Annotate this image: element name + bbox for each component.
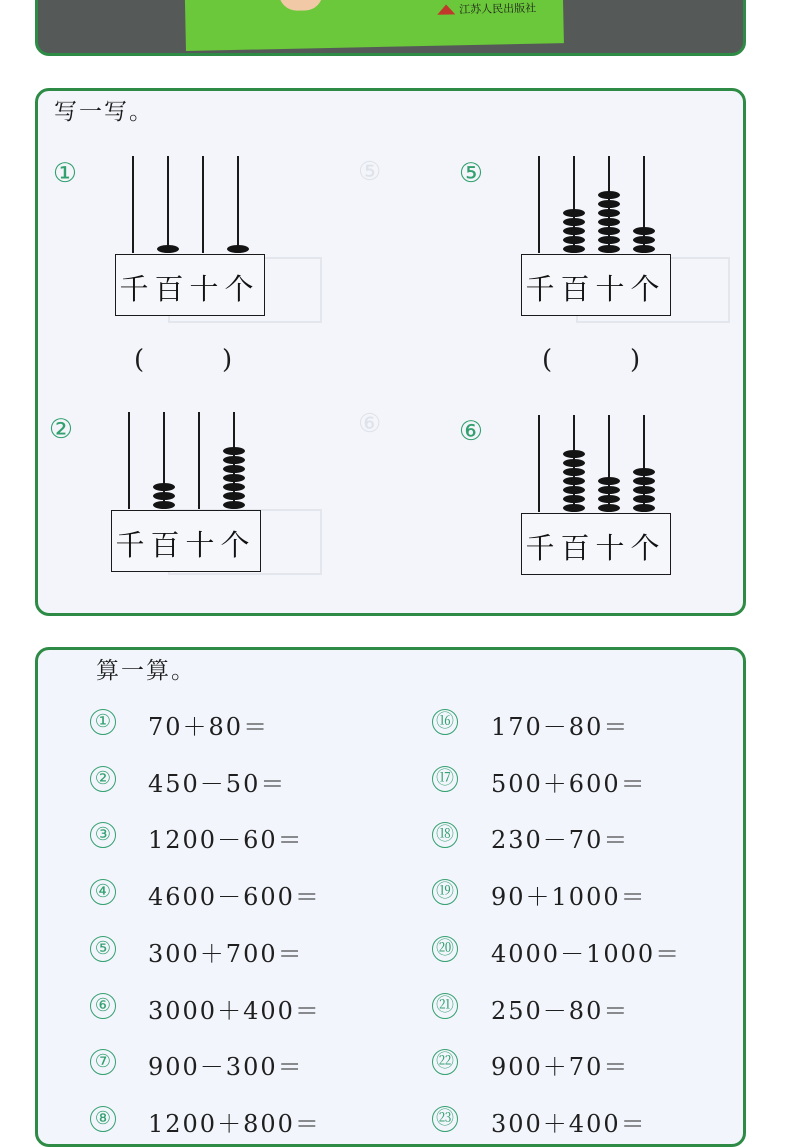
abacus-bead <box>633 495 655 503</box>
answer-paren-open: ( <box>134 345 145 375</box>
place-label: 百 <box>154 272 184 306</box>
abacus-bead <box>633 227 655 235</box>
place-label: 十 <box>595 272 625 306</box>
item-number: ⑯ <box>432 709 458 735</box>
abacus-bead <box>223 492 245 500</box>
abacus-bead <box>563 459 585 467</box>
cover-photo-strip <box>35 0 746 56</box>
place-label: 十 <box>185 528 215 562</box>
item-number: ㉒ <box>432 1049 458 1075</box>
abacus-bead <box>633 236 655 244</box>
place-label: 千 <box>525 531 555 565</box>
abacus-bead <box>563 245 585 253</box>
item-number: ⑧ <box>90 1106 116 1132</box>
problem-number: ⑤ <box>458 158 484 189</box>
item-number: ⑰ <box>432 766 458 792</box>
bead-stack <box>157 244 179 253</box>
abacus-bead <box>598 209 620 217</box>
abacus-bead <box>223 465 245 473</box>
show-through: ⑥ <box>358 409 382 439</box>
bead-stack <box>563 449 585 512</box>
arithmetic-expression: 900＋70＝ <box>491 1053 630 1082</box>
abacus-diagram <box>521 415 673 575</box>
place-value-frame <box>111 510 261 572</box>
abacus-bead <box>563 477 585 485</box>
item-number: ⑱ <box>432 822 458 848</box>
place-label: 千 <box>119 272 149 306</box>
abacus-bead <box>563 218 585 226</box>
abacus-rod <box>132 156 134 253</box>
arithmetic-expression: 230－70＝ <box>491 826 630 855</box>
arithmetic-expression: 4600－600＝ <box>148 883 321 912</box>
arithmetic-expression: 4000－1000＝ <box>491 939 682 968</box>
arithmetic-expression: 170－80＝ <box>491 713 630 741</box>
place-label: 百 <box>560 272 590 306</box>
arithmetic-expression: 300＋700＝ <box>148 939 304 968</box>
abacus-rod <box>202 156 204 253</box>
place-label: 个 <box>630 531 660 565</box>
bead-stack <box>223 446 245 509</box>
bead-stack <box>153 482 175 509</box>
abacus-bead <box>633 486 655 494</box>
abacus-bead <box>598 495 620 503</box>
abacus-bead <box>563 495 585 503</box>
abacus-rod <box>538 415 540 512</box>
place-label: 百 <box>560 531 590 565</box>
answer-paren-close: ) <box>222 345 233 375</box>
write-heading: 写一写。 <box>54 99 154 125</box>
abacus-bead <box>157 245 179 253</box>
abacus-bead <box>563 209 585 217</box>
write-section <box>35 88 746 616</box>
arithmetic-expression: 70＋80＝ <box>148 713 270 741</box>
problem-number: ① <box>52 158 78 189</box>
problem-number: ⑥ <box>458 416 484 447</box>
publisher-label <box>437 0 536 18</box>
item-number: ⑥ <box>90 993 116 1019</box>
cartoon-figure <box>279 0 323 11</box>
place-value-frame <box>521 513 671 575</box>
item-number: ③ <box>90 822 116 848</box>
item-number: ⑳ <box>432 936 458 962</box>
abacus-rod <box>538 156 540 253</box>
arithmetic-expression: 3000＋400＝ <box>148 996 321 1025</box>
abacus-bead <box>223 501 245 509</box>
abacus-bead <box>598 227 620 235</box>
abacus-bead <box>563 236 585 244</box>
abacus-bead <box>223 447 245 455</box>
publisher-logo-icon <box>437 4 455 14</box>
abacus-bead <box>563 504 585 512</box>
item-number: ② <box>90 766 116 792</box>
abacus-bead <box>563 468 585 476</box>
abacus-diagram <box>115 156 267 316</box>
abacus-bead <box>598 236 620 244</box>
item-number: ④ <box>90 879 116 905</box>
item-number: ⑦ <box>90 1049 116 1075</box>
abacus-bead <box>598 200 620 208</box>
bead-stack <box>598 190 620 253</box>
place-label: 千 <box>115 528 145 562</box>
problem-number: ② <box>48 414 74 445</box>
abacus-rod <box>237 156 239 253</box>
answer-paren-open: ( <box>542 345 553 375</box>
abacus-rod <box>128 412 130 509</box>
answer-paren-close: ) <box>630 345 641 375</box>
arithmetic-expression: 250－80＝ <box>491 996 630 1025</box>
abacus-diagram <box>521 156 673 316</box>
abacus-bead <box>153 492 175 500</box>
item-number: ⑤ <box>90 936 116 962</box>
abacus-bead <box>223 474 245 482</box>
arithmetic-expression: 450－50＝ <box>148 769 287 798</box>
arithmetic-expression: 1200＋800＝ <box>148 1109 321 1138</box>
calc-section <box>35 647 746 1147</box>
abacus-bead <box>223 456 245 464</box>
abacus-bead <box>153 501 175 509</box>
abacus-bead <box>563 227 585 235</box>
place-label: 百 <box>150 528 180 562</box>
item-number: ① <box>90 709 116 735</box>
place-value-frame <box>115 254 265 316</box>
abacus-bead <box>223 483 245 491</box>
bead-stack <box>227 244 249 253</box>
item-number: ⑲ <box>432 879 458 905</box>
abacus-bead <box>598 477 620 485</box>
abacus-bead <box>633 468 655 476</box>
item-number: ㉑ <box>432 993 458 1019</box>
bead-stack <box>633 226 655 253</box>
arithmetic-expression: 900－300＝ <box>148 1053 304 1082</box>
abacus-bead <box>598 486 620 494</box>
show-through: ⑤ <box>358 157 382 187</box>
book-cover <box>185 0 564 51</box>
abacus-bead <box>598 245 620 253</box>
abacus-bead <box>598 218 620 226</box>
bead-stack <box>633 467 655 512</box>
item-number: ㉓ <box>432 1106 458 1132</box>
arithmetic-expression: 1200－60＝ <box>148 826 304 855</box>
abacus-rod <box>167 156 169 253</box>
abacus-bead <box>633 477 655 485</box>
place-label: 千 <box>525 272 555 306</box>
abacus-bead <box>563 486 585 494</box>
abacus-bead <box>633 504 655 512</box>
arithmetic-expression: 300＋400＝ <box>491 1109 647 1138</box>
place-label: 个 <box>224 272 254 306</box>
arithmetic-expression: 500＋600＝ <box>491 769 647 798</box>
abacus-bead <box>563 450 585 458</box>
calc-heading: 算一算。 <box>96 658 196 684</box>
abacus-bead <box>227 245 249 253</box>
place-label: 十 <box>595 531 625 565</box>
arithmetic-expression: 90＋1000＝ <box>491 883 647 912</box>
abacus-diagram <box>111 412 263 572</box>
abacus-bead <box>633 245 655 253</box>
place-label: 十 <box>189 272 219 306</box>
abacus-rod <box>198 412 200 509</box>
place-label: 个 <box>630 272 660 306</box>
bead-stack <box>598 476 620 512</box>
publisher-name: 江苏人民出版社 <box>459 1 537 17</box>
abacus-bead <box>598 504 620 512</box>
abacus-bead <box>153 483 175 491</box>
abacus-bead <box>598 191 620 199</box>
place-value-frame <box>521 254 671 316</box>
bead-stack <box>563 208 585 253</box>
place-label: 个 <box>220 528 250 562</box>
